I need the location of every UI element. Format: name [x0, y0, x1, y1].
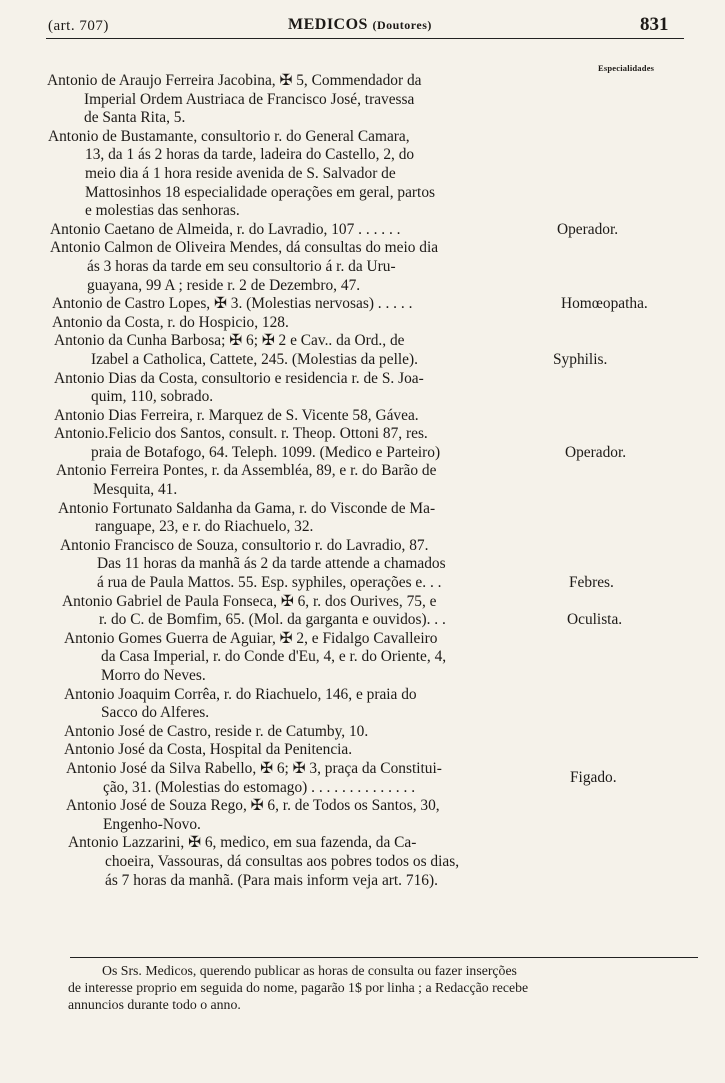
entry-name-line: Antonio Lazzarini, ✠ 6, medico, em sua fazenda, da Ca- — [68, 834, 417, 852]
entry-name-line: Antonio Gabriel de Paula Fonseca, ✠ 6, r. dos Ourives, 75, e — [62, 592, 437, 610]
entry-name-line: Antonio Francisco de Souza, consultorio r. do Lavradio, 87. — [60, 536, 429, 554]
entry-continuation-line: praia de Botafogo, 64. Teleph. 1099. (Medico e Parteiro) — [91, 443, 441, 461]
entry-continuation-line: quim, 110, sobrado. — [91, 388, 214, 406]
directory-entry — [0, 72, 725, 128]
entry-name-line: Antonio Fortunato Saldanha da Gama, r. do Visconde de Ma- — [58, 499, 436, 517]
directory-entry — [0, 407, 725, 426]
header-rule — [46, 38, 684, 39]
entry-name-line: Antonio Joaquim Corrêa, r. do Riachuelo, 146, e praia do — [64, 685, 417, 703]
entry-specialty: Operador. — [565, 443, 627, 461]
entry-specialty: Operador. — [557, 220, 619, 238]
entry-continuation-line: Engenho-Novo. — [103, 815, 201, 833]
entry-name-line: Antonio José da Silva Rabello, ✠ 6; ✠ 3, praça da Constitui- — [66, 759, 442, 777]
entry-name-line: Antonio de Araujo Ferreira Jacobina, ✠ 5, Commendador da — [47, 72, 422, 89]
footer-notice — [68, 962, 700, 1013]
directory-entry — [0, 128, 725, 221]
entry-specialty: Figado. — [570, 768, 617, 786]
entry-name-line: Antonio da Cunha Barbosa; ✠ 6; ✠ 2 e Cav.. da Ord., de — [54, 332, 405, 350]
directory-entry — [0, 834, 725, 890]
footer-line: annuncios durante todo o anno. — [68, 997, 241, 1012]
entry-name-line: Antonio de Castro Lopes, ✠ 3. (Molestias nervosas) . . . . . — [52, 295, 413, 313]
entry-continuation-line: meio dia á 1 hora reside avenida de S. Salvador de — [85, 164, 396, 182]
footer-line: Os Srs. Medicos, querendo publicar as horas de consulta ou fazer inserções — [102, 963, 517, 978]
entry-continuation-line: e molestias das senhoras. — [85, 202, 240, 220]
title-text: MEDICOS — [288, 16, 368, 33]
directory-entry — [0, 500, 725, 537]
entry-continuation-line: de Santa Rita, 5. — [84, 109, 186, 127]
directory-entry — [0, 741, 725, 760]
entry-continuation-line: r. do C. de Bomfim, 65. (Mol. da garganta e ouvidos). . . — [99, 611, 446, 629]
entry-name-line: Antonio da Costa, r. do Hospicio, 128. — [52, 313, 289, 331]
entry-specialty: Syphilis. — [553, 350, 608, 368]
footer-rule — [70, 957, 698, 958]
directory-entry — [0, 239, 725, 295]
entry-name-line: Antonio Dias Ferreira, r. Marquez de S. Vicente 58, Gávea. — [54, 406, 419, 424]
entry-name-line: Antonio José de Souza Rego, ✠ 6, r. de Todos os Santos, 30, — [66, 797, 440, 815]
entry-name-line: Antonio Caetano de Almeida, r. do Lavradio, 107 . . . . . . — [50, 220, 401, 238]
directory-entry — [0, 370, 725, 407]
directory-entry — [0, 797, 725, 834]
entry-specialty: Homœopatha. — [561, 295, 648, 313]
entry-name-line: Antonio Dias da Costa, consultorio e residencia r. de S. Joa- — [54, 369, 424, 387]
directory-entry — [0, 537, 725, 593]
section-reference: (art. 707) — [48, 18, 109, 34]
directory-entry — [0, 723, 725, 742]
entry-name-line: Antonio José de Castro, reside r. de Catumby, 10. — [64, 722, 369, 740]
directory-entry — [0, 630, 725, 686]
entry-continuation-line: Mesquita, 41. — [93, 481, 178, 499]
entry-name-line: Antonio de Bustamante, consultorio r. do General Camara, — [48, 127, 410, 145]
entry-specialty: Oculista. — [567, 611, 623, 629]
page-header — [0, 0, 725, 44]
entry-continuation-line: Sacco do Alferes. — [101, 704, 210, 722]
entry-continuation-line: ção, 31. (Molestias do estomago) . . . . . . . . . . . . . . — [103, 778, 416, 796]
entry-continuation-line: ás 3 horas da tarde em seu consultorio á r. da Uru- — [87, 257, 396, 275]
directory-entry — [0, 425, 725, 462]
directory-entry — [0, 462, 725, 499]
entry-name-line: Antonio Calmon de Oliveira Mendes, dá consultas do meio dia — [50, 239, 439, 257]
specialties-column-heading: Especialidades — [598, 63, 655, 73]
entry-continuation-line: 13, da 1 ás 2 horas da tarde, ladeira do Castello, 2, do — [85, 146, 415, 164]
directory-entry — [0, 760, 725, 797]
entry-name-line: Antonio José da Costa, Hospital da Penitencia. — [64, 741, 353, 759]
directory-entry — [0, 686, 725, 723]
title-subtitle: (Doutores) — [372, 18, 432, 32]
entry-continuation-line: choeira, Vassouras, dá consultas aos pobres todos os dias, — [105, 852, 460, 870]
directory-entry — [0, 332, 725, 369]
entry-continuation-line: Mattosinhos 18 especialidade operações em geral, partos — [85, 183, 436, 201]
entry-name-line: Antonio Gomes Guerra de Aguiar, ✠ 2, e Fidalgo Cavalleiro — [64, 629, 438, 647]
entry-continuation-line: á rua de Paula Mattos. 55. Esp. syphiles, operações e. . . — [97, 574, 442, 592]
entry-continuation-line: guayana, 99 A ; reside r. 2 de Dezembro, 47. — [87, 276, 361, 294]
entry-continuation-line: Izabel a Catholica, Cattete, 245. (Molestias da pelle). — [91, 350, 418, 368]
footer-line: de interesse proprio em seguida do nome, pagarão 1$ por linha ; a Redacção recebe — [68, 980, 529, 995]
directory-entries — [0, 72, 725, 890]
directory-entry — [0, 295, 725, 314]
entry-continuation-line: Morro do Neves. — [101, 667, 206, 684]
entry-continuation-line: da Casa Imperial, r. do Conde d'Eu, 4, e r. do Oriente, 4, — [101, 648, 447, 666]
directory-entry — [0, 314, 725, 333]
directory-entry — [0, 221, 725, 240]
entry-name-line: Antonio Ferreira Pontes, r. da Assembléa, 89, e r. do Barão de — [56, 462, 437, 480]
entry-continuation-line: Imperial Ordem Austriaca de Francisco José, travessa — [84, 90, 415, 108]
page-number: 831 — [640, 14, 669, 35]
page-title — [288, 16, 432, 34]
entry-specialty: Febres. — [569, 574, 614, 592]
entry-continuation-line: Das 11 horas da manhã ás 2 da tarde attende a chamados — [97, 555, 446, 573]
entry-continuation-line: ás 7 horas da manhã. (Para mais inform veja art. 716). — [105, 871, 438, 889]
entry-name-line: Antonio.Felicio dos Santos, consult. r. Theop. Ottoni 87, res. — [54, 425, 428, 443]
entry-continuation-line: ranguape, 23, e r. do Riachuelo, 32. — [95, 518, 314, 536]
directory-entry — [0, 593, 725, 630]
